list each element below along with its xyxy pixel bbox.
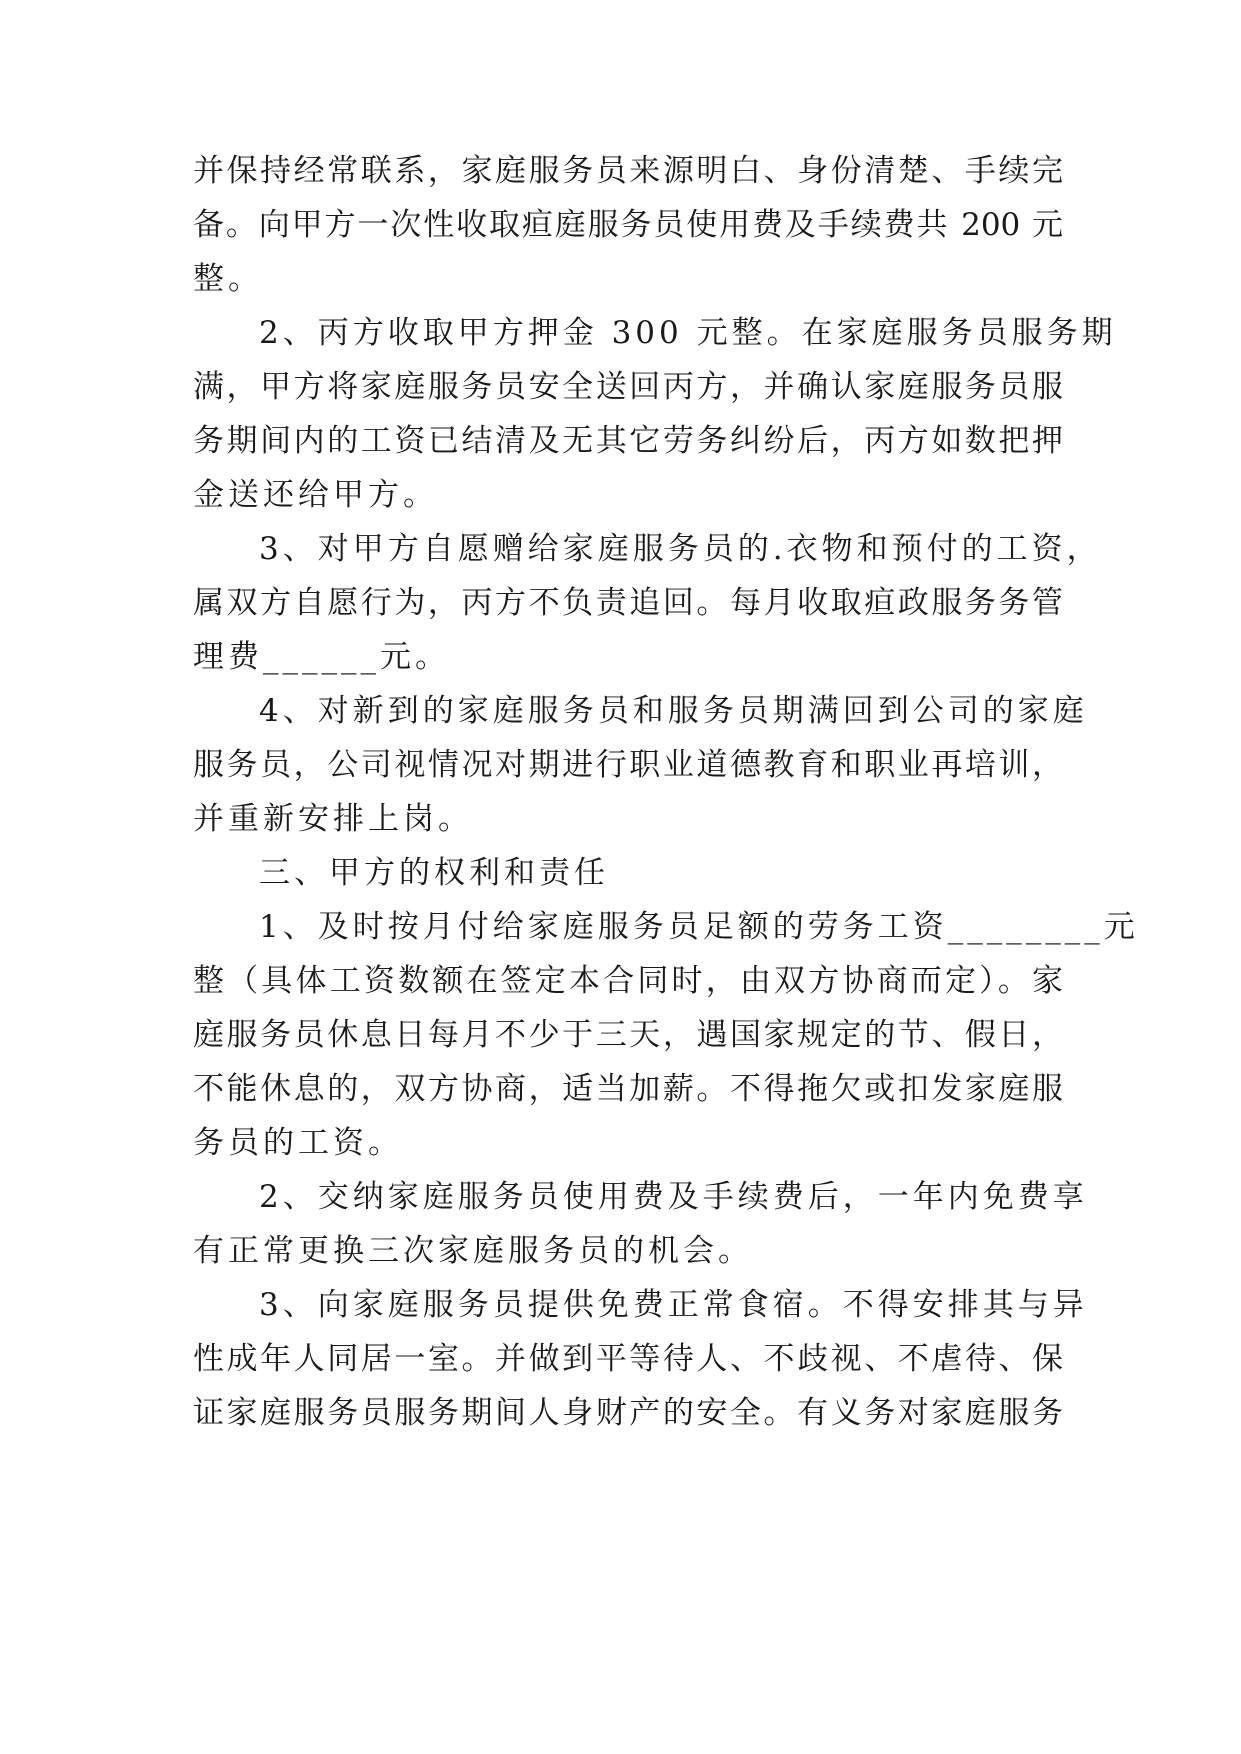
text-line: 并重新安排上岗。 bbox=[193, 801, 473, 837]
text-line: 1、及时按月付给家庭服务员足额的劳务工资________元 bbox=[259, 909, 1139, 945]
text-line: 3、对甲方自愿赠给家庭服务员的.衣物和预付的工资， bbox=[259, 531, 1102, 567]
text-line: 2、交纳家庭服务员使用费及手续费后，一年内免费享 bbox=[259, 1179, 1088, 1215]
text-line: 务员的工资。 bbox=[193, 1125, 403, 1161]
section-heading: 三、甲方的权利和责任 bbox=[259, 855, 609, 891]
text-line: 不能休息的，双方协商，适当加薪。不得拖欠或扣发家庭服 bbox=[193, 1071, 1063, 1107]
text-line: 属双方自愿行为，丙方不负责追回。每月收取疸政服务务管 bbox=[193, 585, 1063, 621]
text-line: 证家庭服务员服务期间人身财产的安全。有义务对家庭服务 bbox=[193, 1395, 1063, 1431]
text-line: 性成年人同居一室。并做到平等待人、不歧视、不虐待、保 bbox=[193, 1341, 1063, 1377]
text-line: 满，甲方将家庭服务员安全送回丙方，并确认家庭服务员服 bbox=[193, 369, 1063, 405]
text-line: 4、对新到的家庭服务员和服务员期满回到公司的家庭 bbox=[259, 693, 1088, 729]
text-line: 2、丙方收取甲方押金 300 元整。在家庭服务员服务期 bbox=[259, 315, 1117, 351]
text-line: 有正常更换三次家庭服务员的机会。 bbox=[193, 1233, 753, 1269]
text-line: 服务员，公司视情况对期进行职业道德教育和职业再培训， bbox=[193, 747, 1063, 783]
text-line: 金送还给甲方。 bbox=[193, 477, 438, 513]
text-line: 庭服务员休息日每月不少于三天，遇国家规定的节、假日， bbox=[193, 1017, 1063, 1053]
text-line: 3、向家庭服务员提供免费正常食宿。不得安排其与异 bbox=[259, 1287, 1088, 1323]
document-page bbox=[193, 0, 1139, 1754]
text-line: 整。 bbox=[193, 261, 263, 297]
text-line: 理费______元。 bbox=[193, 639, 450, 675]
text-line: 并保持经常联系，家庭服务员来源明白、身份清楚、手续完 bbox=[193, 153, 1063, 189]
text-line: 整（具体工资数额在签定本合同时，由双方协商而定）。家 bbox=[193, 963, 1063, 999]
text-line: 备。向甲方一次性收取疸庭服务员使用费及手续费共 200 元 bbox=[193, 207, 1063, 243]
text-line: 务期间内的工资已结清及无其它劳务纠纷后，丙方如数把押 bbox=[193, 423, 1063, 459]
